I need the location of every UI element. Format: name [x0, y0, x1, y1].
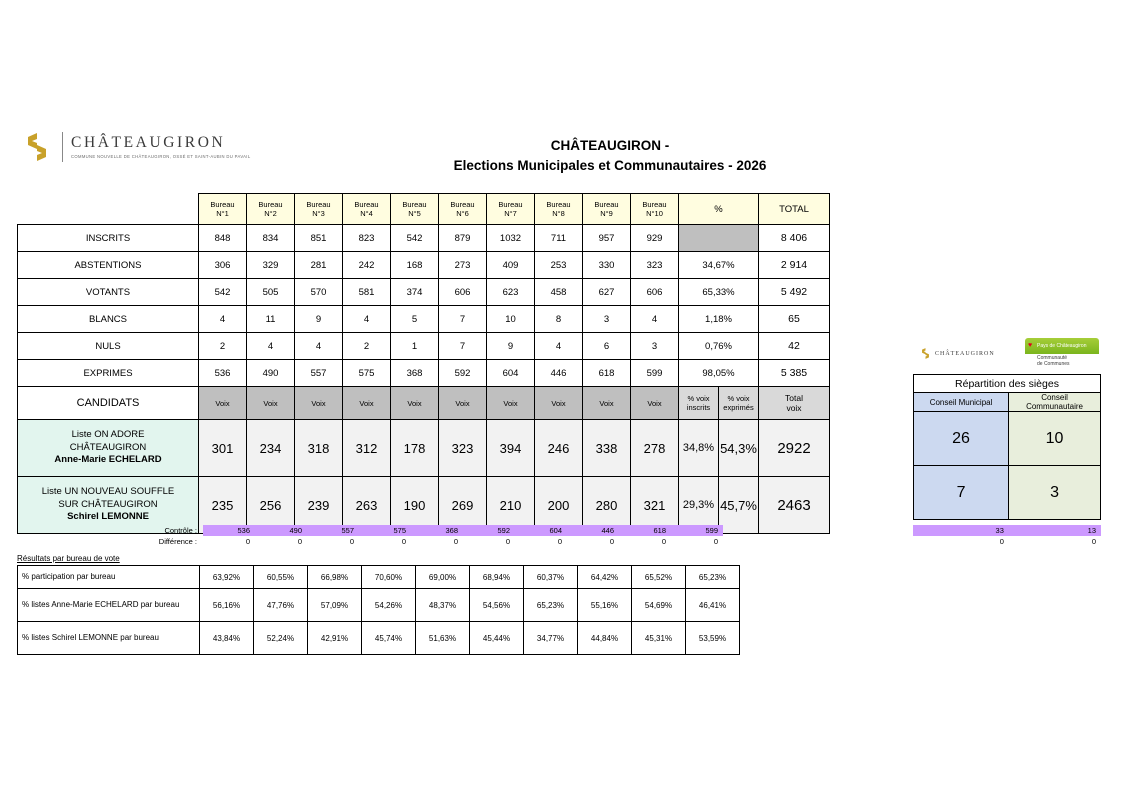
echelard-pct-5: 48,37% — [416, 589, 470, 622]
pays-badge — [1025, 338, 1099, 354]
echelard-pct-10: 46,41% — [686, 589, 740, 622]
list-1-name-line2: CHÂTEAUGIRON — [69, 441, 147, 453]
list-2-votes-2: 256 — [247, 477, 295, 534]
cell-exprimes-8: 446 — [535, 360, 583, 387]
partner-logos — [913, 338, 1101, 372]
header-bureau-7: Bureau N°7 — [487, 194, 535, 225]
cell-abstentions-5: 168 — [391, 252, 439, 279]
cell-exprimes-7: 604 — [487, 360, 535, 387]
list-2-total: 2463 — [759, 477, 830, 534]
table-row — [18, 360, 830, 387]
cell-inscrits-4: 823 — [343, 225, 391, 252]
header-bureau-word-1: Bureau — [210, 199, 235, 209]
cell-blancs-9: 3 — [583, 306, 631, 333]
cell-nuls-10: 3 — [631, 333, 679, 360]
header-bureau-word-3: Bureau — [306, 199, 331, 209]
lemonne-pct-9: 45,31% — [632, 622, 686, 655]
title-line-2: Elections Municipales et Communautaires - 2026 — [453, 157, 767, 173]
chateaugiron-logo — [20, 126, 260, 168]
cell-abstentions-6: 273 — [439, 252, 487, 279]
cell-exprimes-5: 368 — [391, 360, 439, 387]
seats-row-list-2 — [914, 466, 1101, 520]
cell-inscrits-10: 929 — [631, 225, 679, 252]
echelard-pct-7: 65,23% — [524, 589, 578, 622]
cell-blancs-total: 65 — [759, 306, 830, 333]
list-1-pct-exprimes: 54,3% — [719, 420, 759, 477]
list-1-total: 2922 — [759, 420, 830, 477]
list-2-name-line1: Liste UN NOUVEAU SOUFFLE — [41, 485, 175, 497]
cell-abstentions-9: 330 — [583, 252, 631, 279]
bottom-row-label-echelard: % listes Anne-Marie ECHELARD par bureau — [18, 589, 200, 622]
difference-value-6: 0 — [505, 537, 510, 546]
cell-votants-6: 606 — [439, 279, 487, 306]
lemonne-pct-5: 51,63% — [416, 622, 470, 655]
seats-col-communautaire-l2: Communautaire — [1026, 402, 1083, 412]
cell-exprimes-3: 557 — [295, 360, 343, 387]
difference-row — [17, 536, 723, 547]
cell-votants-pct: 65,33% — [679, 279, 759, 306]
cell-blancs-5: 5 — [391, 306, 439, 333]
pays-logo-subtext-l1: Communauté — [1037, 355, 1068, 361]
logo-mark-icon — [20, 130, 54, 164]
voix-header-4: Voix — [343, 387, 391, 420]
participation-5: 69,00% — [416, 566, 470, 589]
seats-control-table — [913, 525, 1101, 547]
seats-title: Répartition des sièges — [914, 375, 1101, 393]
participation-8: 64,42% — [578, 566, 632, 589]
echelard-pct-8: 55,16% — [578, 589, 632, 622]
pct-exprimes-header: % voix exprimés — [719, 387, 759, 420]
header-bureau-9: Bureau N°9 — [583, 194, 631, 225]
seats-subheader-row — [914, 393, 1101, 412]
table-row — [18, 566, 740, 589]
pct-inscrits-header: % voix inscrits — [679, 387, 719, 420]
cell-nuls-3: 4 — [295, 333, 343, 360]
header-percent: % — [679, 194, 759, 225]
table-row — [18, 225, 830, 252]
row-label-nuls: NULS — [18, 333, 199, 360]
control-table — [17, 525, 723, 547]
cell-abstentions-4: 242 — [343, 252, 391, 279]
list-1-votes-5: 178 — [391, 420, 439, 477]
cell-abstentions-8: 253 — [535, 252, 583, 279]
cell-exprimes-10: 599 — [631, 360, 679, 387]
row-label-blancs: BLANCS — [18, 306, 199, 333]
pays-logo-subtext — [1025, 354, 1099, 368]
cell-nuls-6: 7 — [439, 333, 487, 360]
participation-4: 70,60% — [362, 566, 416, 589]
cell-inscrits-pct — [679, 225, 759, 252]
list-2-votes-9: 280 — [583, 477, 631, 534]
table-row — [18, 252, 830, 279]
seats-table — [913, 374, 1101, 520]
controle-value-3: 557 — [307, 525, 359, 536]
header-bureau-8: Bureau N°8 — [535, 194, 583, 225]
participation-2: 60,55% — [254, 566, 308, 589]
difference-value-1: 0 — [245, 537, 250, 546]
cell-votants-2: 505 — [247, 279, 295, 306]
cell-votants-5: 374 — [391, 279, 439, 306]
seats-difference-communautaire: 0 — [1091, 537, 1096, 546]
cell-inscrits-7: 1032 — [487, 225, 535, 252]
list-2-name-line2: SUR CHÂTEAUGIRON — [58, 498, 158, 510]
cell-blancs-pct: 1,18% — [679, 306, 759, 333]
difference-label: Différence : — [158, 537, 197, 546]
voix-header-9: Voix — [583, 387, 631, 420]
voix-header-5: Voix — [391, 387, 439, 420]
seats-controle-municipal: 33 — [913, 525, 1009, 536]
lemonne-pct-10: 53,59% — [686, 622, 740, 655]
difference-value-5: 0 — [453, 537, 458, 546]
list-1-votes-9: 338 — [583, 420, 631, 477]
header-bureau-10: Bureau N°10 — [631, 194, 679, 225]
chateaugiron-small-logo — [919, 347, 995, 360]
cell-abstentions-10: 323 — [631, 252, 679, 279]
seats-row-list-1 — [914, 412, 1101, 466]
seats-difference-municipal: 0 — [999, 537, 1004, 546]
header-bureau-5: Bureau N°5 — [391, 194, 439, 225]
logo-divider — [62, 132, 63, 162]
list-2-votes-5: 190 — [391, 477, 439, 534]
list-1-votes-7: 394 — [487, 420, 535, 477]
controle-value-8: 446 — [567, 525, 619, 536]
cell-abstentions-1: 306 — [199, 252, 247, 279]
header-bureau-word-4: Bureau — [354, 199, 379, 209]
cell-nuls-4: 2 — [343, 333, 391, 360]
list-2-seats-municipal: 7 — [914, 466, 1009, 520]
list-1-name — [18, 420, 199, 477]
controle-value-9: 618 — [619, 525, 671, 536]
table-row — [18, 306, 830, 333]
cell-blancs-8: 8 — [535, 306, 583, 333]
cell-votants-4: 581 — [343, 279, 391, 306]
echelard-pct-9: 54,69% — [632, 589, 686, 622]
lemonne-pct-4: 45,74% — [362, 622, 416, 655]
header-bureau-3: Bureau N°3 — [295, 194, 343, 225]
list-1-votes-1: 301 — [199, 420, 247, 477]
header-bureau-4: Bureau N°4 — [343, 194, 391, 225]
table-row — [18, 622, 740, 655]
cell-inscrits-total: 8 406 — [759, 225, 830, 252]
cell-nuls-8: 4 — [535, 333, 583, 360]
participation-10: 65,23% — [686, 566, 740, 589]
cell-votants-8: 458 — [535, 279, 583, 306]
difference-value-2: 0 — [297, 537, 302, 546]
list-2-votes-1: 235 — [199, 477, 247, 534]
cell-votants-9: 627 — [583, 279, 631, 306]
echelard-pct-6: 54,56% — [470, 589, 524, 622]
difference-value-7: 0 — [557, 537, 562, 546]
cell-blancs-1: 4 — [199, 306, 247, 333]
cell-votants-7: 623 — [487, 279, 535, 306]
seats-control — [913, 525, 1101, 547]
difference-value-8: 0 — [609, 537, 614, 546]
bottom-section-title: Résultats par bureau de vote — [17, 554, 120, 563]
table-row — [18, 279, 830, 306]
cell-exprimes-total: 5 385 — [759, 360, 830, 387]
controle-row — [17, 525, 723, 536]
list-2-votes-4: 263 — [343, 477, 391, 534]
cell-votants-1: 542 — [199, 279, 247, 306]
cell-abstentions-3: 281 — [295, 252, 343, 279]
list-2-votes-3: 239 — [295, 477, 343, 534]
difference-value-9: 0 — [661, 537, 666, 546]
list-2-votes-8: 200 — [535, 477, 583, 534]
controle-value-5: 368 — [411, 525, 463, 536]
cell-exprimes-2: 490 — [247, 360, 295, 387]
difference-value-4: 0 — [401, 537, 406, 546]
controle-value-2: 490 — [255, 525, 307, 536]
lemonne-pct-8: 44,84% — [578, 622, 632, 655]
participation-7: 60,37% — [524, 566, 578, 589]
header-bureau-word-7: Bureau — [498, 199, 523, 209]
cell-inscrits-6: 879 — [439, 225, 487, 252]
list-1-seats-communautaire: 10 — [1009, 412, 1101, 466]
cell-exprimes-9: 618 — [583, 360, 631, 387]
list-1-name-line1: Liste ON ADORE — [71, 428, 145, 440]
list-1-votes-8: 246 — [535, 420, 583, 477]
list-1-votes-2: 234 — [247, 420, 295, 477]
cell-abstentions-pct: 34,67% — [679, 252, 759, 279]
difference-value-3: 0 — [349, 537, 354, 546]
participation-3: 66,98% — [308, 566, 362, 589]
seats-controle-row — [913, 525, 1101, 536]
cell-votants-3: 570 — [295, 279, 343, 306]
cell-inscrits-2: 834 — [247, 225, 295, 252]
cell-nuls-2: 4 — [247, 333, 295, 360]
seats-col-municipal: Conseil Municipal — [914, 393, 1009, 412]
list-2-votes-6: 269 — [439, 477, 487, 534]
logo-mark-small-icon — [919, 347, 932, 360]
list-1-seats-municipal: 26 — [914, 412, 1009, 466]
voix-header-8: Voix — [535, 387, 583, 420]
cell-nuls-5: 1 — [391, 333, 439, 360]
controle-value-6: 592 — [463, 525, 515, 536]
list-1-pct-inscrits: 34,8% — [679, 420, 719, 477]
header-bureau-word-9: Bureau — [594, 199, 619, 209]
list-2-votes-10: 321 — [631, 477, 679, 534]
controle-value-1: 536 — [203, 525, 255, 536]
cell-nuls-total: 42 — [759, 333, 830, 360]
list-1-votes-6: 323 — [439, 420, 487, 477]
voix-header-7: Voix — [487, 387, 535, 420]
controle-label: Contrôle : — [164, 526, 197, 535]
list-1-votes-4: 312 — [343, 420, 391, 477]
header-bureau-1: Bureau N°1 — [199, 194, 247, 225]
pays-badge-text: Pays de Châteaugiron — [1037, 343, 1087, 349]
participation-9: 65,52% — [632, 566, 686, 589]
cell-abstentions-total: 2 914 — [759, 252, 830, 279]
bottom-row-label-participation: % participation par bureau — [18, 566, 200, 589]
title-line-1: CHÂTEAUGIRON - — [550, 138, 670, 153]
cell-inscrits-8: 711 — [535, 225, 583, 252]
list-row-1 — [18, 420, 830, 477]
difference-value-10: 0 — [713, 537, 718, 546]
lemonne-pct-1: 43,84% — [200, 622, 254, 655]
cell-blancs-10: 4 — [631, 306, 679, 333]
cell-blancs-3: 9 — [295, 306, 343, 333]
pays-de-chateaugiron-logo — [1025, 338, 1099, 370]
voix-header-1: Voix — [199, 387, 247, 420]
header-bureau-word-10: Bureau — [642, 199, 667, 209]
cell-blancs-7: 10 — [487, 306, 535, 333]
cell-votants-10: 606 — [631, 279, 679, 306]
cell-blancs-4: 4 — [343, 306, 391, 333]
table-row — [18, 589, 740, 622]
list-2-seats-communautaire: 3 — [1009, 466, 1101, 520]
participation-1: 63,92% — [200, 566, 254, 589]
echelard-pct-3: 57,09% — [308, 589, 362, 622]
list-2-pct-inscrits: 29,3% — [679, 477, 719, 534]
controle-value-7: 604 — [515, 525, 567, 536]
header-bureau-6: Bureau N°6 — [439, 194, 487, 225]
candidates-label: CANDIDATS — [18, 387, 199, 420]
chateaugiron-small-logo-text: CHÂTEAUGIRON — [935, 350, 995, 357]
voix-header-3: Voix — [295, 387, 343, 420]
table-row — [18, 333, 830, 360]
cell-nuls-pct: 0,76% — [679, 333, 759, 360]
cell-exprimes-6: 592 — [439, 360, 487, 387]
cell-nuls-1: 2 — [199, 333, 247, 360]
cell-abstentions-2: 329 — [247, 252, 295, 279]
header-bureau-word-6: Bureau — [450, 199, 475, 209]
page-title — [330, 136, 890, 175]
cell-inscrits-9: 957 — [583, 225, 631, 252]
lemonne-pct-7: 34,77% — [524, 622, 578, 655]
controle-value-4: 575 — [359, 525, 411, 536]
echelard-pct-4: 54,26% — [362, 589, 416, 622]
cell-nuls-9: 6 — [583, 333, 631, 360]
seats-col-communautaire-l1: Conseil — [1041, 393, 1068, 402]
cell-inscrits-3: 851 — [295, 225, 343, 252]
logo-subtitle: COMMUNE NOUVELLE DE CHÂTEAUGIRON, OSSÉ ET SAINT-AUBIN DU PAVAIL — [71, 153, 251, 159]
echelard-pct-1: 56,16% — [200, 589, 254, 622]
list-1-candidate: Anne-Marie ECHELARD — [54, 454, 162, 466]
cell-inscrits-1: 848 — [199, 225, 247, 252]
header-total: TOTAL — [759, 194, 830, 225]
cell-votants-total: 5 492 — [759, 279, 830, 306]
row-label-votants: VOTANTS — [18, 279, 199, 306]
row-label-exprimes: EXPRIMES — [18, 360, 199, 387]
row-label-inscrits: INSCRITS — [18, 225, 199, 252]
header-bureau-word-2: Bureau — [258, 199, 283, 209]
echelard-pct-2: 47,76% — [254, 589, 308, 622]
cell-exprimes-4: 575 — [343, 360, 391, 387]
heart-icon: ♥ — [1028, 342, 1033, 349]
header-spacer — [18, 194, 199, 225]
header-bureau-word-5: Bureau — [402, 199, 427, 209]
voix-header-10: Voix — [631, 387, 679, 420]
list-2-votes-7: 210 — [487, 477, 535, 534]
logo-name: CHÂTEAUGIRON — [71, 134, 226, 152]
seats-col-communautaire — [1009, 393, 1101, 412]
header-bureau-2: Bureau N°2 — [247, 194, 295, 225]
cell-inscrits-5: 542 — [391, 225, 439, 252]
cell-abstentions-7: 409 — [487, 252, 535, 279]
cell-blancs-6: 7 — [439, 306, 487, 333]
participation-6: 68,94% — [470, 566, 524, 589]
seats-controle-communautaire: 13 — [1009, 525, 1101, 536]
seats-title-row — [914, 375, 1101, 393]
seats-panel — [913, 338, 1101, 520]
list-1-votes-10: 278 — [631, 420, 679, 477]
lemonne-pct-6: 45,44% — [470, 622, 524, 655]
header-bureau-word-8: Bureau — [546, 199, 571, 209]
list-1-votes-3: 318 — [295, 420, 343, 477]
pays-logo-subtext-l2: de Communes — [1037, 361, 1070, 368]
bureau-results-table — [17, 565, 740, 655]
total-voix-header: Total voix — [759, 387, 830, 420]
lemonne-pct-2: 52,24% — [254, 622, 308, 655]
voix-header-6: Voix — [439, 387, 487, 420]
cell-exprimes-1: 536 — [199, 360, 247, 387]
list-2-pct-exprimes: 45,7% — [719, 477, 759, 534]
table-header-row — [18, 194, 830, 225]
lemonne-pct-3: 42,91% — [308, 622, 362, 655]
controle-value-10: 599 — [671, 525, 723, 536]
candidates-header-row — [18, 387, 830, 420]
seats-difference-row — [913, 536, 1101, 547]
cell-blancs-2: 11 — [247, 306, 295, 333]
list-2-candidate: Schirel LEMONNE — [67, 511, 149, 523]
cell-nuls-7: 9 — [487, 333, 535, 360]
bottom-row-label-lemonne: % listes Schirel LEMONNE par bureau — [18, 622, 200, 655]
results-table — [17, 193, 830, 534]
cell-exprimes-pct: 98,05% — [679, 360, 759, 387]
row-label-abstentions: ABSTENTIONS — [18, 252, 199, 279]
voix-header-2: Voix — [247, 387, 295, 420]
